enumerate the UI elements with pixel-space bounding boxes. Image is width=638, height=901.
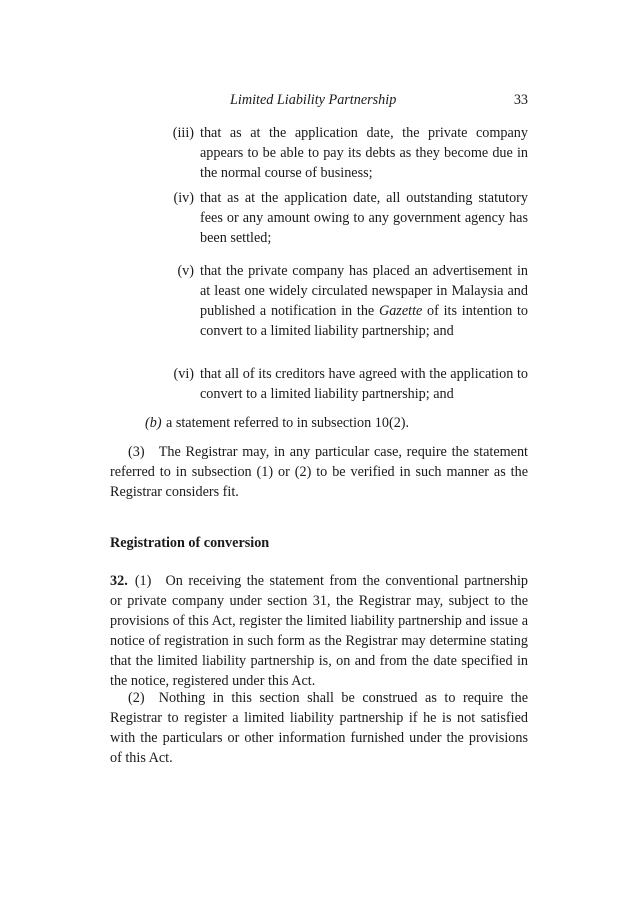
sub-item-marker: (v) [177,263,194,279]
item-b [110,413,528,433]
sub-item-text: that all of its creditors have agreed with the application to convert to a limited liability partnership; and [200,366,528,402]
sub-item-text [200,261,528,341]
sub-item-iii [110,123,528,183]
section-number: 32. [110,573,128,589]
section-32-text: (1) On receiving the statement from the conventional partnership or private company under section 31, the Registrar may, subject to the provisions of this Act, register the limited liability partnership and issue a notice of registration in such form as the Registrar may determine stating that the limited liability partnership is, on and from the date specified in the notice, registered under this Act. [110,573,528,689]
sub-item-marker: (iv) [173,190,194,206]
section-32-subsection-1 [110,571,528,691]
sub-item-v [110,261,528,341]
item-b-text: a statement referred to in subsection 10(2). [166,415,410,431]
sub-item-vi [110,364,528,404]
sub-item-iv [110,188,528,248]
gazette-italic: Gazette [378,303,423,319]
sub-item-marker: (vi) [173,366,194,382]
subsection-3: (3) The Registrar may, in any particular case, require the statement referred to in subsection (1) or (2) to be verified in such manner as the Registrar considers fit. [110,444,528,500]
running-header [110,90,528,110]
sub-item-text-part: that the private company has placed an advertisement in at least one widely circulated newspaper in Malaysia and published a notification in the [200,263,528,319]
sub-item-text-part: of its intention to convert to a limited liability partnership; and [200,303,528,339]
sub-item-marker: (iii) [172,125,194,141]
item-b-marker: (b) [145,415,162,431]
section-heading: Registration of conversion [110,535,270,551]
section-32-subsection-2: (2) Nothing in this section shall be construed as to require the Registrar to register a limited liability partnership if he is not satisfied with the particulars or other information furnished under the provisions of this Act. [110,690,528,766]
running-title: Limited Liability Partnership [230,92,397,108]
sub-item-text: that as at the application date, the private company appears to be able to pay its debts as they become due in the normal course of business; [200,125,528,181]
page-number: 33 [513,92,528,108]
sub-item-text: that as at the application date, all outstanding statutory fees or any amount owing to any government agency has been settled; [200,190,528,246]
